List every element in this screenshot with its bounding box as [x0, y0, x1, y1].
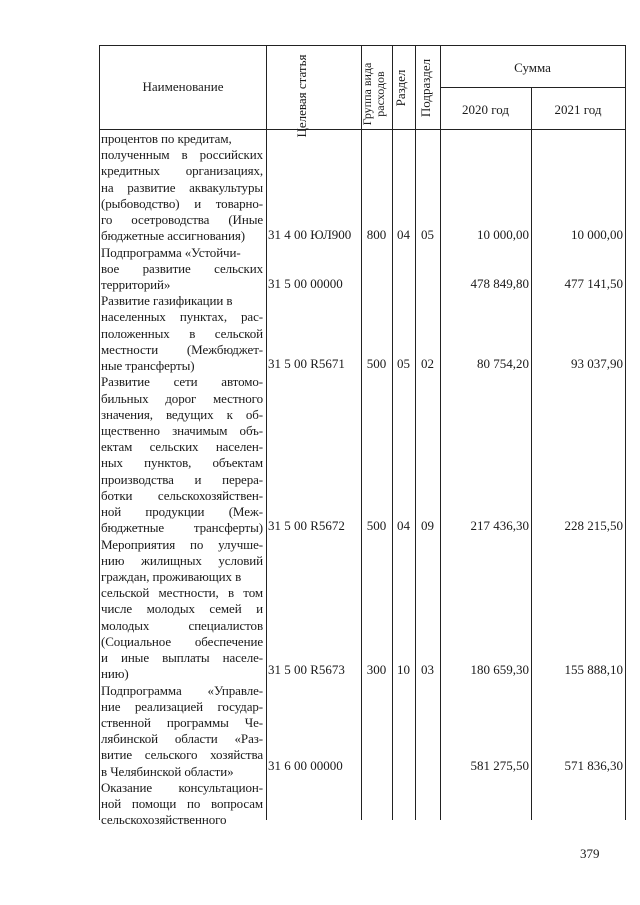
name-line: Развитие газификации в: [101, 293, 233, 309]
header-subsection: Подраздел: [418, 58, 433, 118]
cell-y2020: 478 849,80: [470, 276, 529, 291]
name-line: нию жилищных условий: [101, 552, 263, 568]
name-line: ные трансферты): [101, 358, 195, 374]
header-target-text: Целевая статья: [294, 54, 309, 138]
col-border-group: [392, 45, 393, 820]
cell-y2021: 477 141,50: [564, 276, 623, 291]
header-sum-divider: [440, 87, 625, 88]
col-border-section: [415, 45, 416, 820]
name-line: ектам сельских населен-: [101, 439, 263, 455]
cell-y2021: 228 215,50: [564, 518, 623, 533]
cell-target: 31 5 00 R5673: [268, 662, 345, 677]
cell-section: 04: [397, 518, 410, 533]
name-line: на развитие аквакультуры: [101, 179, 263, 195]
header-section: Раздел: [393, 69, 408, 107]
name-line: сельской местности, в том: [101, 585, 263, 601]
cell-target: 31 6 00 00000: [268, 758, 343, 773]
cell-y2020: 10 000,00: [477, 227, 529, 242]
col-border-right: [625, 45, 626, 820]
header-2020: 2020 год: [462, 102, 509, 117]
cell-group: 300: [366, 662, 387, 677]
col-border-2020: [531, 87, 532, 820]
cell-y2021: 10 000,00: [571, 227, 623, 242]
table-top-border: [99, 45, 625, 46]
col-border-name: [266, 45, 267, 820]
name-line: процентов по кредитам,: [101, 131, 232, 146]
cell-section: 05: [397, 356, 410, 371]
header-group-text: Группа вида расходов: [360, 62, 387, 126]
name-line: бильных дорог местного: [101, 390, 263, 406]
name-line: бюджетные трансферты): [101, 520, 263, 536]
name-line: производства и перера-: [101, 471, 263, 487]
name-line: Мероприятия по улучше-: [101, 536, 263, 552]
cell-target: 31 4 00 ЮЛ900: [268, 227, 352, 242]
cell-target: 31 5 00 00000: [268, 276, 343, 291]
cell-y2021: 155 888,10: [564, 662, 623, 677]
cell-group: 500: [366, 356, 387, 371]
name-line: ной продукции (Меж-: [101, 504, 263, 520]
name-line: ние реализацией государ-: [101, 698, 263, 714]
page-number: 379: [580, 846, 600, 861]
cell-subsection: 09: [421, 518, 434, 533]
header-group: [361, 53, 389, 135]
col-border-left: [99, 45, 100, 820]
name-line: Подпрограмма «Управле-: [101, 682, 263, 698]
name-line: и иные выплаты населе-: [101, 650, 263, 665]
name-line: нию): [101, 666, 129, 682]
name-line: кредитных организациях,: [101, 163, 263, 179]
cell-group: 500: [366, 518, 387, 533]
cell-subsection: 03: [421, 662, 434, 677]
name-line: молодых специалистов: [101, 617, 263, 633]
name-line: полученным в российских: [101, 147, 263, 163]
name-line: вое развитие сельских: [101, 260, 263, 276]
cell-y2020: 180 659,30: [470, 662, 529, 677]
cell-subsection: 02: [421, 356, 434, 371]
col-border-target: [361, 45, 362, 820]
name-line: Подпрограмма «Устойчи-: [101, 244, 241, 260]
col-border-subsection: [440, 45, 441, 820]
cell-y2020: 217 436,30: [470, 518, 529, 533]
name-line: Оказание консультацион-: [101, 779, 263, 795]
cell-y2020: 80 754,20: [477, 356, 529, 371]
name-line: (рыбоводство) и товарно-: [101, 195, 263, 211]
name-line: ных пунктов, объектам: [101, 455, 263, 471]
cell-y2020: 581 275,50: [470, 758, 529, 773]
cell-section: 10: [397, 662, 410, 677]
cell-section: 04: [397, 227, 410, 242]
name-line: в Челябинской области»: [101, 763, 234, 779]
name-line: ной помощи по вопросам: [101, 796, 263, 811]
header-2021: 2021 год: [554, 102, 602, 117]
cell-target: 31 5 00 R5671: [268, 356, 345, 371]
name-line: положенных в сельской: [101, 325, 263, 341]
name-line: щественно значимым объ-: [101, 423, 263, 438]
name-line: числе молодых семей и: [101, 601, 263, 617]
name-line: населенных пунктах, рас-: [101, 309, 263, 325]
name-line: граждан, проживающих в: [101, 568, 242, 584]
name-line: (Социальное обеспечение: [101, 633, 263, 649]
cell-group: 800: [366, 227, 387, 242]
name-line: бюджетные ассигнования): [101, 228, 245, 244]
name-line: территорий»: [101, 277, 171, 292]
cell-target: 31 5 00 R5672: [268, 518, 345, 533]
name-line: значения, ведущих к об-: [101, 406, 263, 422]
name-line: сельскохозяйственного: [101, 812, 227, 828]
cell-y2021: 93 037,90: [571, 356, 623, 371]
header-target: [295, 53, 329, 139]
name-line: ботки сельскохозяйствен-: [101, 487, 263, 503]
name-line: Развитие сети автомо-: [101, 374, 263, 390]
cell-y2021: 571 836,30: [564, 758, 623, 773]
header-name: Наименование: [142, 79, 224, 94]
cell-subsection: 05: [421, 227, 434, 242]
name-line: лябинской области «Раз-: [101, 731, 263, 747]
name-line: местности (Межбюджет-: [101, 341, 263, 357]
name-line: витие сельского хозяйства: [101, 747, 263, 763]
header-sum: Сумма: [514, 60, 551, 75]
name-line: ственной программы Че-: [101, 714, 263, 730]
name-line: го осетроводства (Иные: [101, 212, 263, 228]
